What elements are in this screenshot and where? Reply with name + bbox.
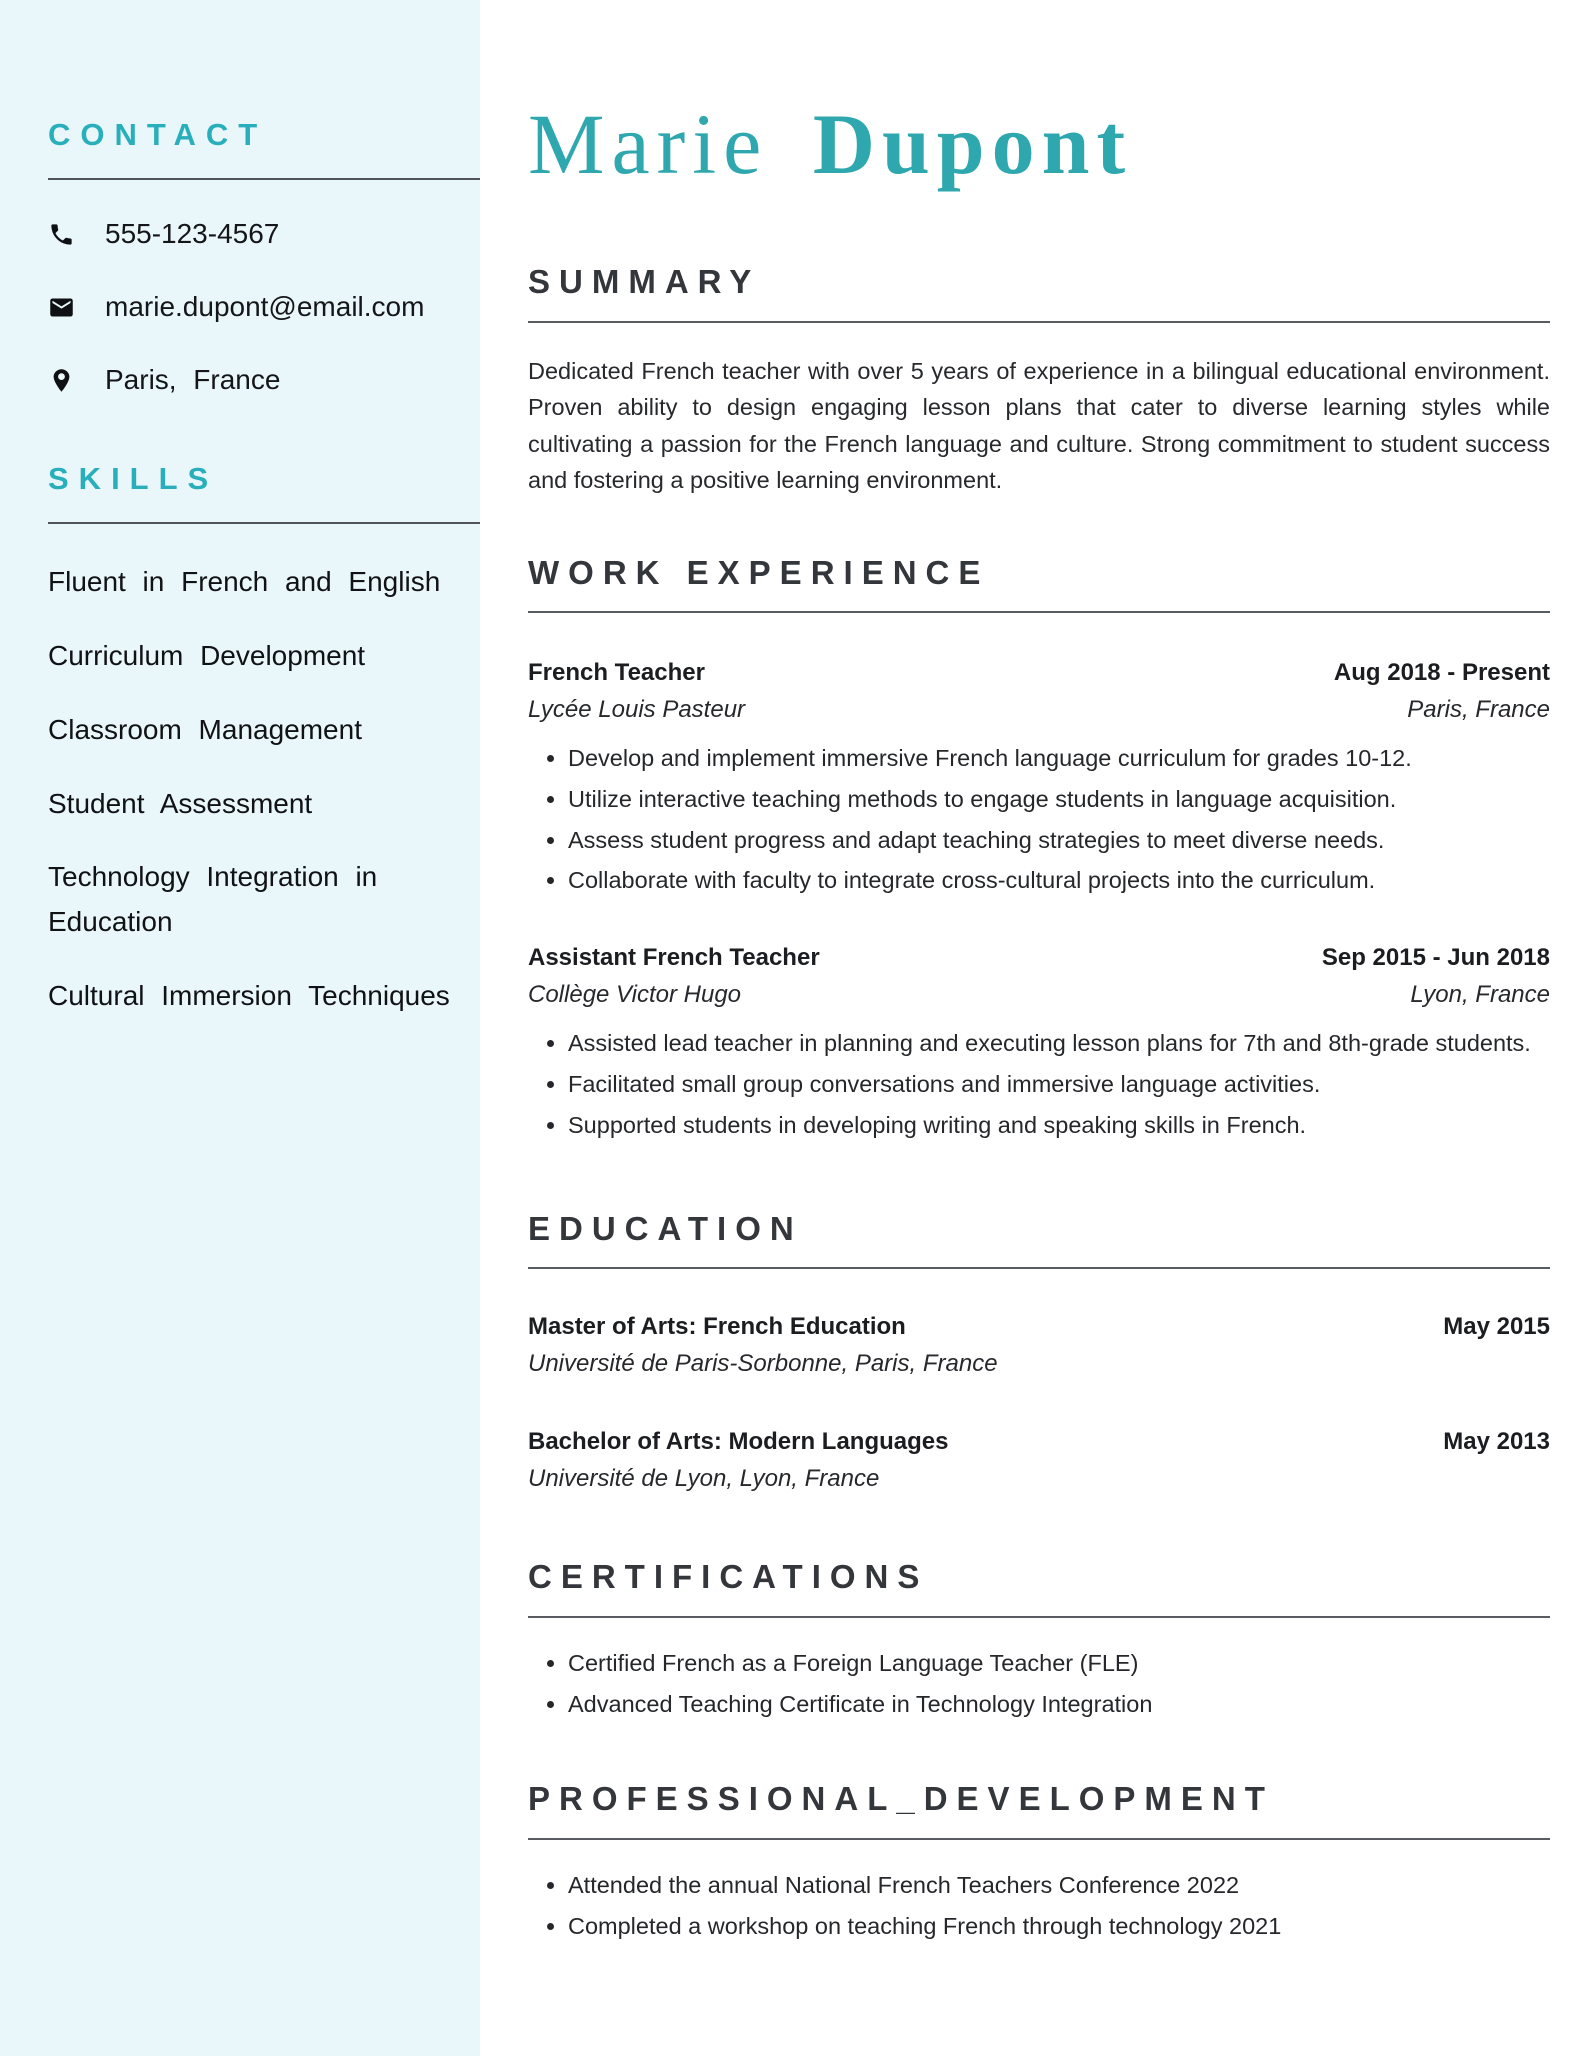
last-name: Dupont — [812, 96, 1133, 192]
job-bullet: • Utilize interactive teaching methods to engage students in language acquisition. — [568, 782, 1550, 817]
education-header-row — [528, 1428, 1550, 1456]
work-experience-section — [528, 553, 1550, 1143]
job-bullet-list — [528, 1026, 1550, 1142]
phone-number: 555-123-4567 — [105, 218, 280, 250]
school-name: Université de Paris-Sorbonne, Paris, France — [528, 1350, 998, 1378]
job-header-row — [528, 944, 1550, 972]
skills-rule — [48, 522, 480, 524]
skills-list — [48, 560, 480, 1019]
job-title: Assistant French Teacher — [528, 944, 820, 972]
job-bullet: • Facilitated small group conversations and immersive language activities. — [568, 1067, 1550, 1102]
degree-title: Master of Arts: French Education — [528, 1313, 906, 1341]
professional-development-item: • Completed a workshop on teaching French through technology 2021 — [568, 1909, 1550, 1944]
contact-list — [48, 218, 480, 396]
job-entry — [528, 944, 1550, 1142]
contact-row-phone — [48, 218, 480, 250]
certifications-list — [528, 1646, 1550, 1722]
skill-item: Student Assessment — [48, 787, 313, 819]
job-dates: Sep 2015 - Jun 2018 — [1321, 944, 1550, 972]
skills-section — [48, 462, 480, 1019]
main-column — [480, 96, 1588, 1943]
job-subheader-row — [528, 981, 1550, 1009]
education-section — [528, 1209, 1550, 1494]
school-name: Université de Lyon, Lyon, France — [528, 1465, 880, 1493]
education-entry — [528, 1428, 1550, 1493]
phone-icon — [48, 221, 75, 248]
skill-item: Technology Integration in Education — [48, 861, 378, 938]
education-header-row — [528, 1313, 1550, 1341]
degree-date: May 2013 — [1443, 1428, 1550, 1456]
job-location: Paris, France — [1407, 696, 1550, 724]
certifications-section — [528, 1557, 1550, 1721]
job-bullet: • Collaborate with faculty to integrate cross-cultural projects into the curriculum. — [568, 863, 1550, 898]
first-name: Marie — [528, 96, 769, 192]
work-experience-rule — [528, 611, 1550, 613]
professional-development-item: • Attended the annual National French Teachers Conference 2022 — [568, 1868, 1550, 1903]
job-dates: Aug 2018 - Present — [1333, 659, 1550, 687]
job-bullet: • Assisted lead teacher in planning and executing lesson plans for 7th and 8th-grade students. — [568, 1026, 1550, 1061]
education-entry — [528, 1313, 1550, 1378]
contact-row-location — [48, 364, 480, 396]
certifications-heading: CERTIFICATIONS — [528, 1558, 929, 1596]
job-company: Lycée Louis Pasteur — [528, 696, 746, 724]
skill-item: Curriculum Development — [48, 639, 366, 671]
degree-date: May 2015 — [1443, 1313, 1550, 1341]
professional-development-rule — [528, 1838, 1550, 1840]
contact-heading: CONTACT — [48, 117, 268, 152]
summary-text: Dedicated French teacher with over 5 years of experience in a bilingual educational environment. Proven ability to design engaging lesson plans that cater to diverse learning styles while cultivating a passion for the French language and culture. Strong commitment to student success and fostering a positive learning environment. — [528, 357, 1550, 494]
skill-item: Cultural Immersion Techniques — [48, 979, 450, 1011]
skill-item: Fluent in French and English — [48, 566, 441, 598]
certifications-rule — [528, 1616, 1550, 1618]
contact-row-email — [48, 291, 480, 323]
certification-item: • Advanced Teaching Certificate in Technology Integration — [568, 1687, 1550, 1722]
summary-section — [528, 262, 1550, 498]
email-address: marie.dupont@email.com — [105, 291, 425, 323]
education-heading: EDUCATION — [528, 1209, 803, 1247]
professional-development-heading: PROFESSIONAL_DEVELOPMENT — [528, 1780, 1274, 1818]
skills-heading: SKILLS — [48, 461, 219, 497]
skill-item: Classroom Management — [48, 713, 362, 745]
job-bullet: • Assess student progress and adapt teaching strategies to meet diverse needs. — [568, 823, 1550, 858]
work-experience-heading: WORK EXPERIENCE — [528, 553, 990, 591]
professional-development-list — [528, 1868, 1550, 1944]
job-subheader-row — [528, 696, 1550, 724]
job-bullet-list — [528, 741, 1550, 898]
job-bullet: • Develop and implement immersive French language curriculum for grades 10-12. — [568, 741, 1550, 776]
job-company: Collège Victor Hugo — [528, 981, 742, 1009]
contact-rule — [48, 178, 480, 180]
location-icon — [48, 367, 75, 394]
professional-development-section — [528, 1779, 1550, 1943]
candidate-name — [528, 96, 1550, 192]
certification-item: • Certified French as a Foreign Language Teacher (FLE) — [568, 1646, 1550, 1681]
job-header-row — [528, 659, 1550, 687]
job-entry — [528, 659, 1550, 898]
location-text: Paris, France — [105, 364, 281, 396]
education-rule — [528, 1267, 1550, 1269]
summary-heading: SUMMARY — [528, 263, 761, 301]
degree-title: Bachelor of Arts: Modern Languages — [528, 1428, 949, 1456]
sidebar — [0, 0, 480, 2056]
job-title: French Teacher — [528, 659, 705, 687]
email-icon — [48, 294, 75, 321]
job-location: Lyon, France — [1410, 981, 1550, 1009]
summary-rule — [528, 321, 1550, 323]
job-bullet: • Supported students in developing writing and speaking skills in French. — [568, 1108, 1550, 1143]
